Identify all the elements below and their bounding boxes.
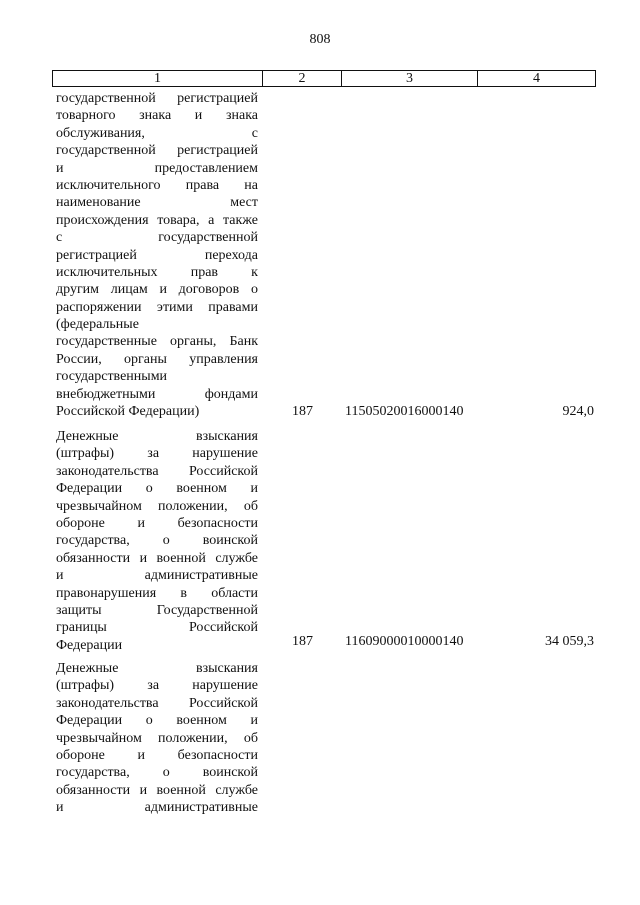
- description-line: внебюджетными фондами: [56, 386, 258, 402]
- budget-code: 11609000010000140: [345, 634, 464, 649]
- table-header-row: [52, 70, 596, 87]
- description-line: (федеральные: [56, 317, 139, 333]
- description-line: правонарушения в области: [56, 585, 258, 601]
- description-line: законодательства Российской: [56, 463, 258, 479]
- description-line: чрезвычайном положении, об: [56, 498, 258, 514]
- description-line: другим лицам и договоров о: [56, 282, 258, 298]
- row-description: [56, 660, 258, 817]
- description-line: Федерации: [56, 637, 123, 653]
- description-line: происхождения товара, а также: [56, 212, 258, 228]
- budget-code: 11505020016000140: [345, 404, 464, 419]
- description-line: с государственной: [56, 230, 258, 246]
- description-line: распоряжении этими правами: [56, 299, 258, 315]
- description-line: государственной регистрацией: [56, 143, 258, 159]
- amount-value: 34 059,3: [545, 634, 594, 649]
- description-line: обслуживания, с: [56, 125, 258, 141]
- row-description: [56, 90, 258, 420]
- description-line: и административные: [56, 568, 258, 584]
- description-line: чрезвычайном положении, об: [56, 730, 258, 746]
- description-line: регистрацией перехода: [56, 247, 258, 263]
- description-line: государственной регистрацией: [56, 91, 258, 106]
- amount-value: 924,0: [562, 404, 594, 419]
- description-line: государственные органы, Банк: [56, 334, 258, 350]
- admin-code: 187: [292, 634, 313, 649]
- description-line: и административные: [56, 800, 258, 816]
- description-line: защиты Государственной: [56, 602, 258, 618]
- description-line: обороне и безопасности: [56, 747, 258, 763]
- description-line: обороне и безопасности: [56, 515, 258, 531]
- description-line: обязанности и военной службе: [56, 782, 258, 798]
- description-line: Федерации о военном и: [56, 481, 258, 497]
- description-line: товарного знака и знака: [56, 108, 258, 124]
- description-line: и предоставлением: [56, 160, 258, 176]
- description-line: Денежные взыскания: [56, 429, 258, 444]
- description-line: исключительного права на: [56, 177, 258, 193]
- admin-code: 187: [292, 404, 313, 419]
- header-col-1: 1: [53, 71, 263, 86]
- description-line: Российской Федерации): [56, 404, 200, 420]
- description-line: государства, о воинской: [56, 765, 258, 781]
- description-line: (штрафы) за нарушение: [56, 678, 258, 694]
- description-line: государственными: [56, 369, 168, 385]
- row-description: [56, 428, 258, 654]
- description-line: исключительных прав к: [56, 264, 258, 280]
- description-line: России, органы управления: [56, 351, 258, 367]
- description-line: обязанности и военной службе: [56, 550, 258, 566]
- description-line: наименование мест: [56, 195, 258, 211]
- description-line: законодательства Российской: [56, 695, 258, 711]
- header-col-4: 4: [533, 71, 540, 86]
- description-line: Федерации о военном и: [56, 713, 258, 729]
- description-line: Денежные взыскания: [56, 661, 258, 676]
- header-col-2: 2: [263, 71, 342, 86]
- header-col-3: 3: [342, 71, 478, 86]
- page-number: 808: [309, 32, 331, 47]
- description-line: границы Российской: [56, 620, 258, 636]
- description-line: государства, о воинской: [56, 533, 258, 549]
- description-line: (штрафы) за нарушение: [56, 446, 258, 462]
